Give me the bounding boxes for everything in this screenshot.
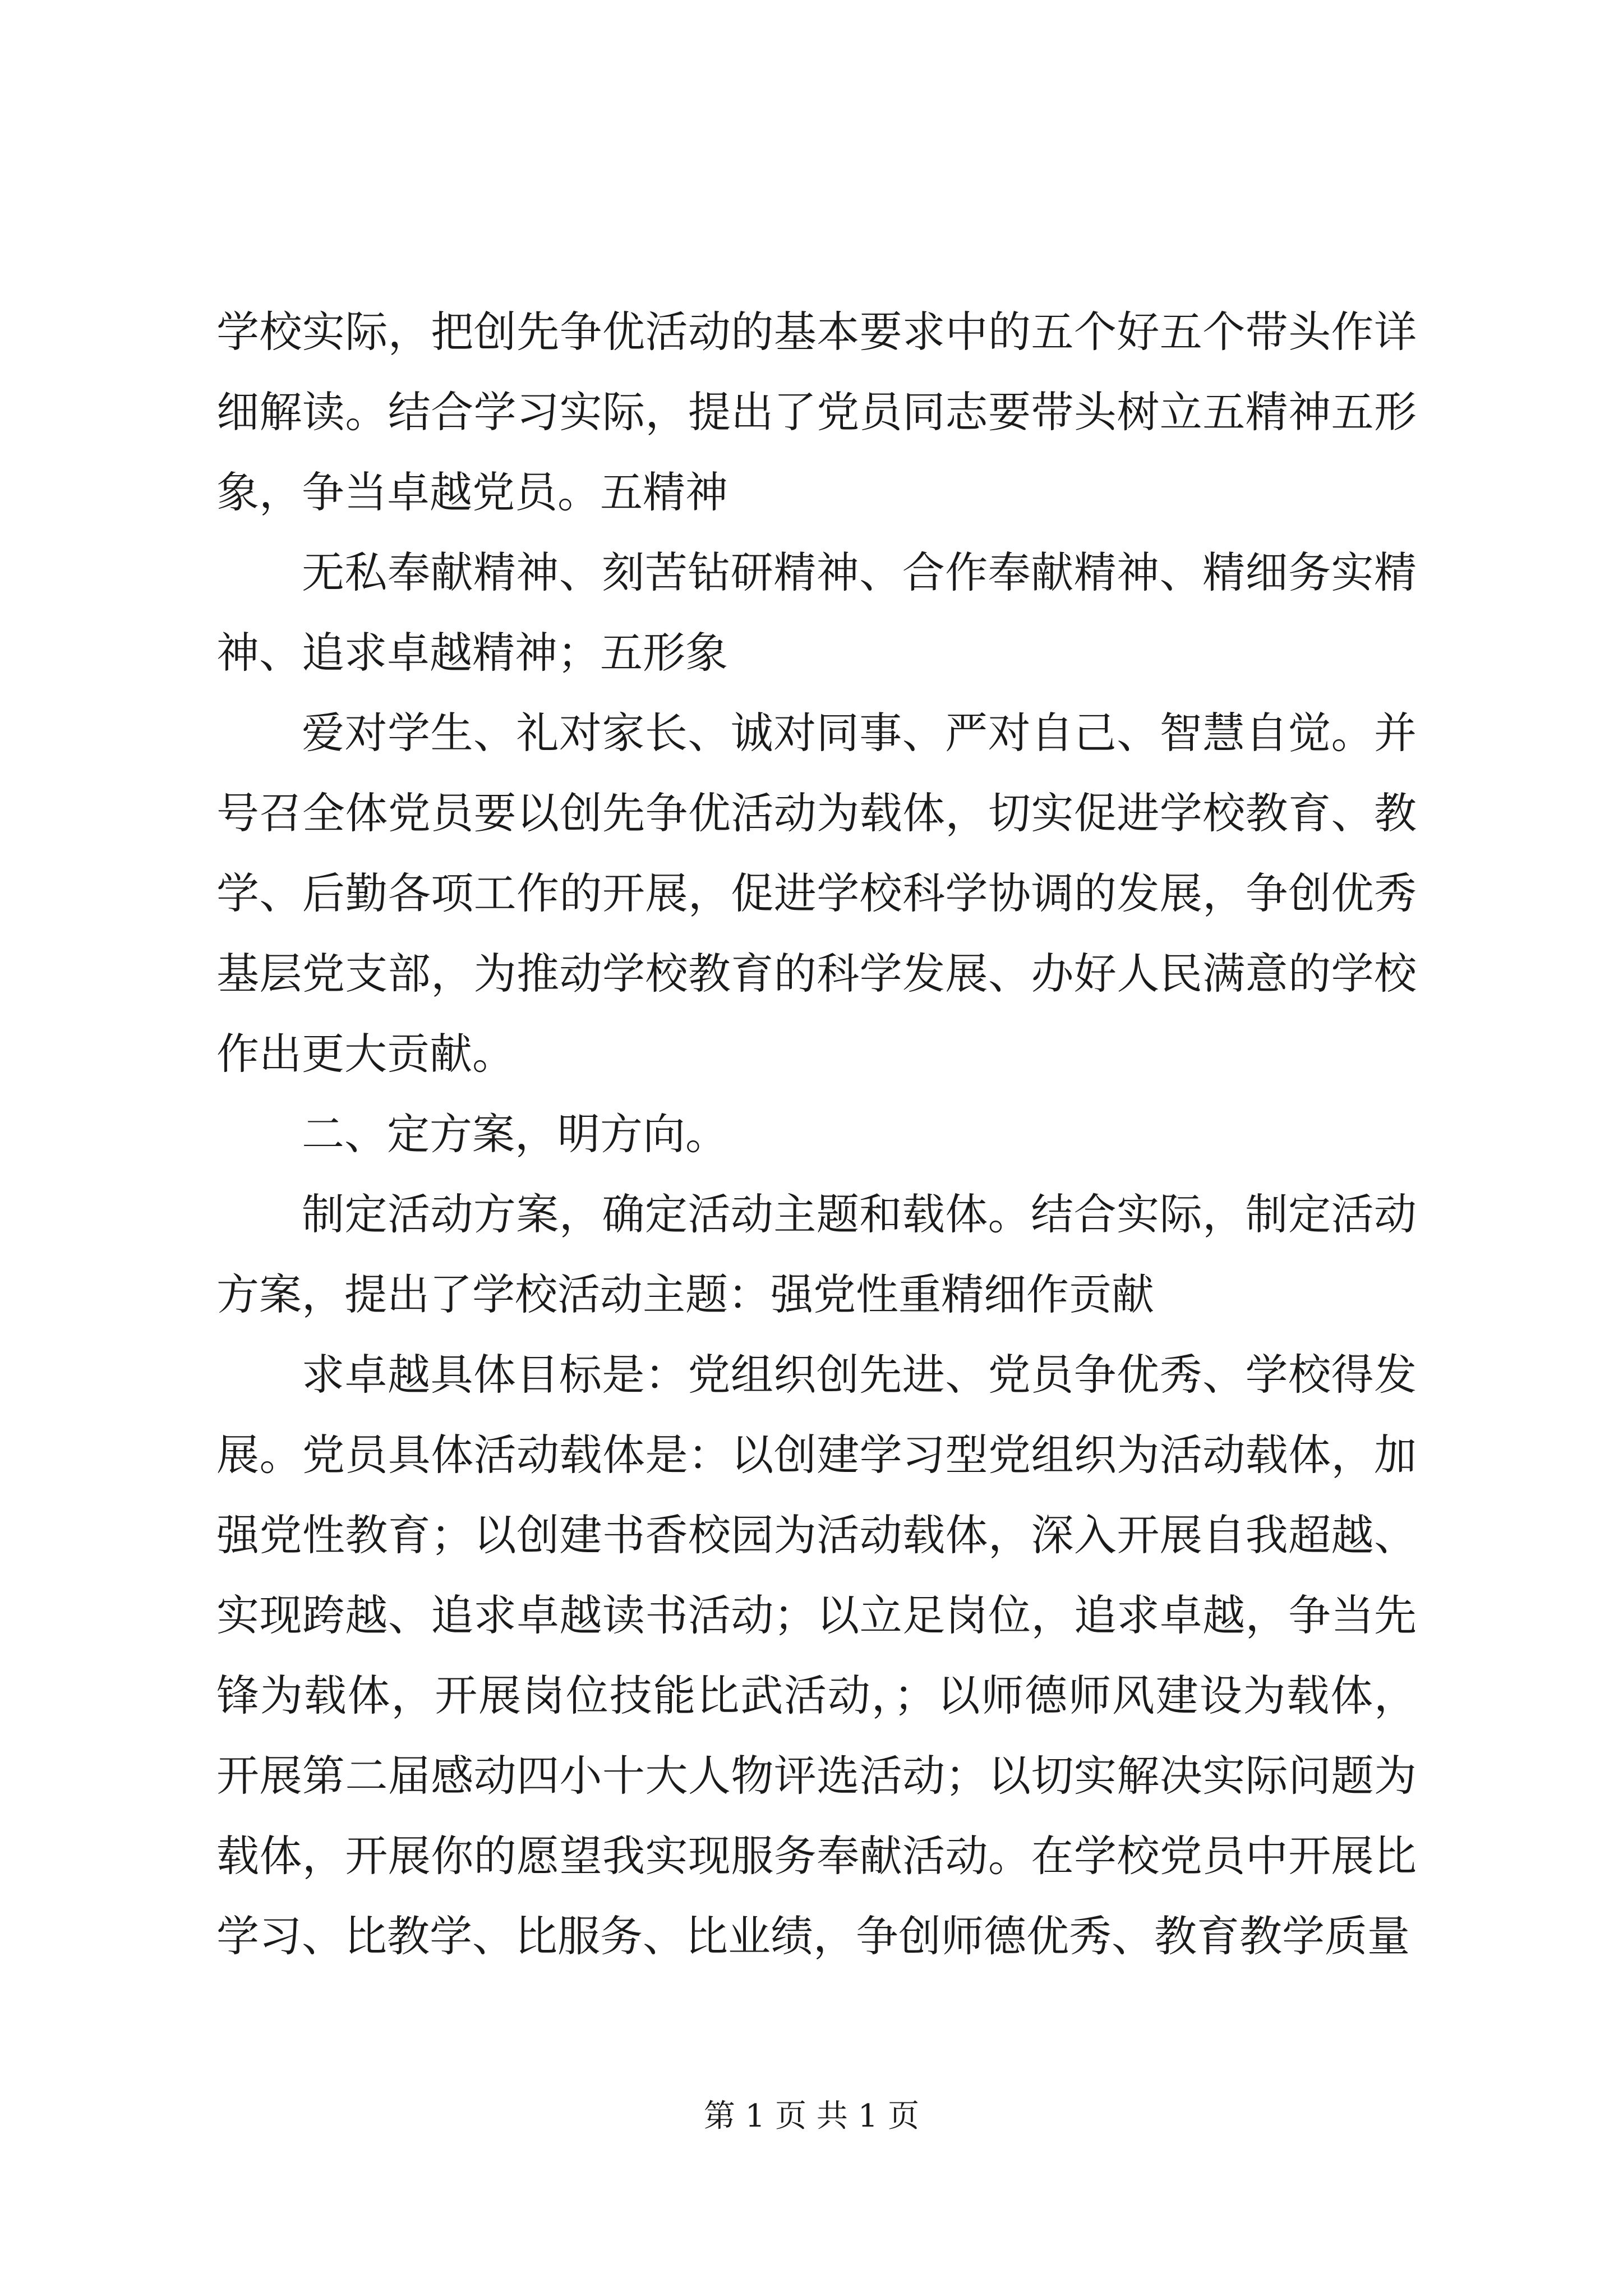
paragraph-1: 学校实际，把创先争优活动的基本要求中的五个好五个带头作详细解读。结合学习实际，提出了党员同志要带头树立五精神五形象，争当卓越党员。五精神 xyxy=(216,307,1417,517)
paragraph-3: 爱对学生、礼对家长、诚对同事、严对自己、智慧自觉。并号召全体党员要以创先争优活动为载体，切实促进学校教育、教学、后勤各项工作的开展，促进学校科学协调的发展，争创优秀基层党支部，为推动学校教育的科学发展、办好人民满意的学校作出更大贡献。 xyxy=(216,708,1417,1079)
paragraph-4: 制定活动方案，确定活动主题和载体。结合实际，制定活动方案，提出了学校活动主题：强党性重精细作贡献 xyxy=(216,1189,1417,1319)
paragraph-2: 无私奉献精神、刻苦钻研精神、合作奉献精神、精细务实精神、追求卓越精神；五形象 xyxy=(216,547,1417,678)
paragraph-5: 求卓越具体目标是：党组织创先进、党员争优秀、学校得发展。党员具体活动载体是：以创建学习型党组织为活动载体，加强党性教育；以创建书香校园为活动载体，深入开展自我超越、实现跨越、追求卓越读书活动；以立足岗位，追求卓越，争当先锋为载体，开展岗位技能比武活动，；以师德师风建设为载体，开展第二届感动四小十大人物评选活动；以切实解决实际问题为载体，开展你的愿望我实现服务奉献活动。在学校党员中开展比学习、比教学、比服务、比业绩，争创师德优秀、教育教学质量 xyxy=(216,1350,1417,1961)
section-heading-2: 二、定方案，明方向。 xyxy=(302,1109,728,1159)
page-number-footer: 第 1 页 共 1 页 xyxy=(703,2098,920,2134)
document-body xyxy=(216,292,1417,1976)
